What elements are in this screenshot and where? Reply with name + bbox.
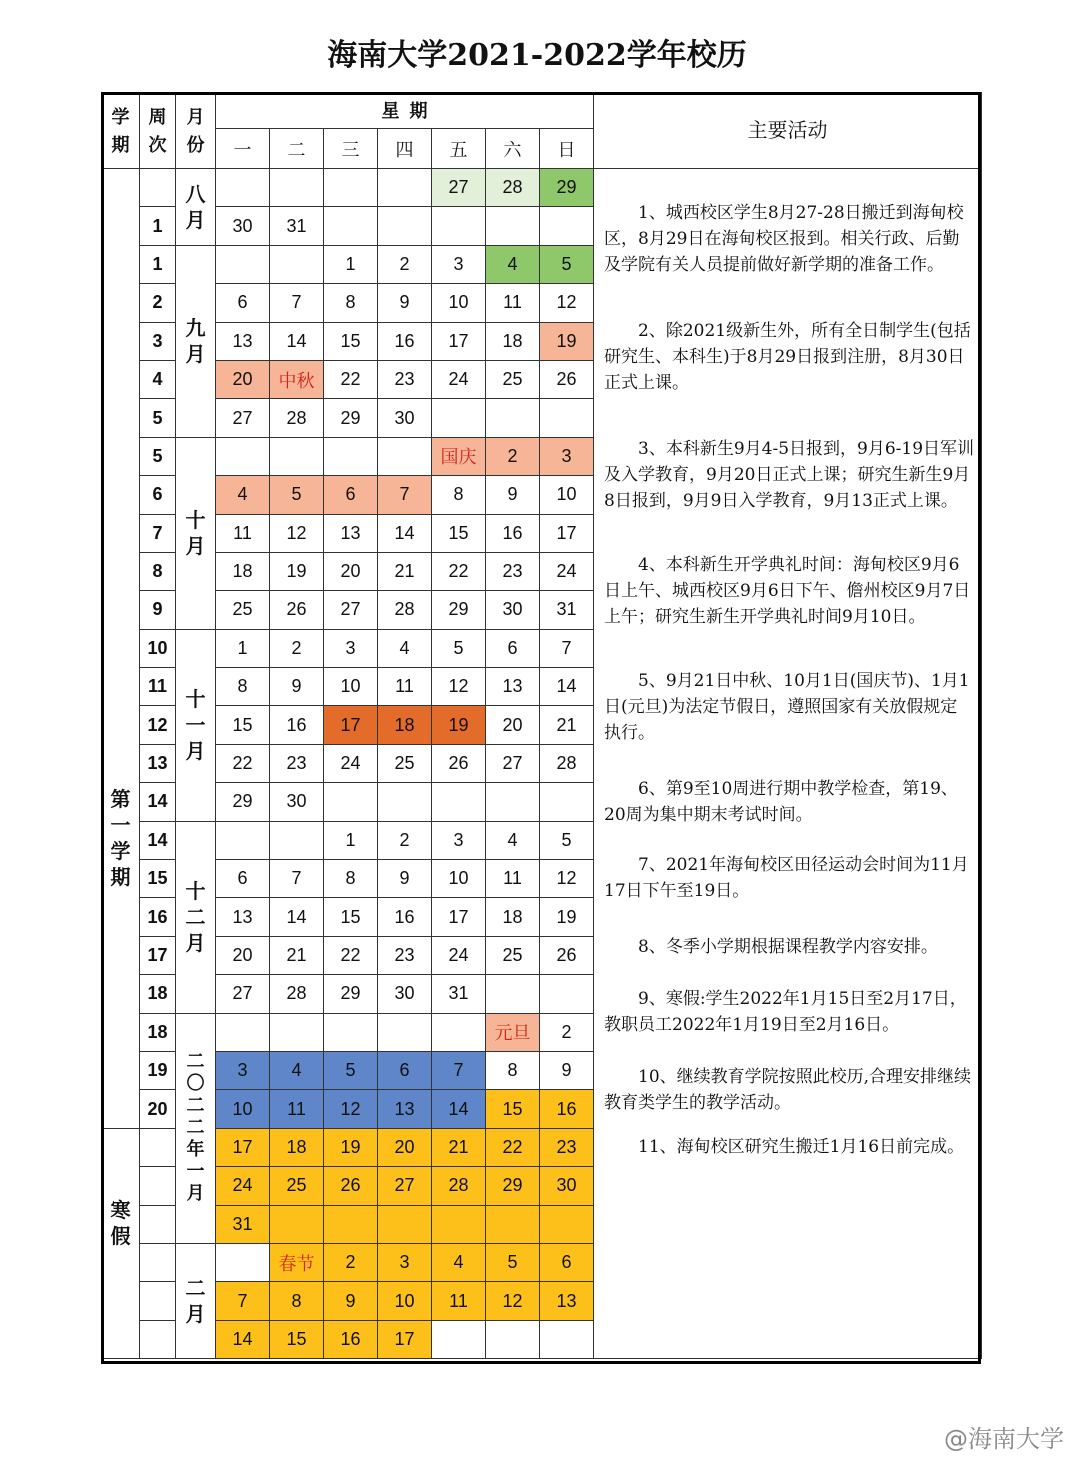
day-cell: 20 — [378, 1128, 432, 1166]
day-cell: 元旦 — [486, 1013, 540, 1051]
day-cell: 14 — [432, 1090, 486, 1128]
day-cell: 26 — [432, 744, 486, 782]
day-cell: 19 — [432, 706, 486, 744]
day-cell: 4 — [216, 476, 270, 514]
header-weekdays-label: 星 期 — [216, 93, 594, 129]
day-cell: 27 — [486, 744, 540, 782]
day-cell: 16 — [270, 706, 324, 744]
day-cell: 8 — [486, 1051, 540, 1089]
day-cell: 15 — [432, 514, 486, 552]
day-cell: 4 — [486, 245, 540, 283]
weekday-header: 日 — [540, 129, 594, 169]
month-label: 九月 — [176, 245, 216, 437]
day-cell: 23 — [540, 1128, 594, 1166]
day-cell: 29 — [324, 975, 378, 1013]
day-cell: 5 — [540, 821, 594, 859]
day-cell: 11 — [270, 1090, 324, 1128]
week-number: 13 — [140, 744, 176, 782]
day-cell: 26 — [270, 591, 324, 629]
weekday-header: 一 — [216, 129, 270, 169]
day-cell: 5 — [270, 476, 324, 514]
day-cell: 18 — [486, 898, 540, 936]
week-number: 10 — [140, 629, 176, 667]
day-cell: 29 — [540, 169, 594, 207]
day-cell: 2 — [378, 245, 432, 283]
term-label: 第一学期 — [102, 169, 140, 1129]
week-number: 7 — [140, 514, 176, 552]
day-cell: 22 — [432, 552, 486, 590]
page-title: 海南大学2021-2022学年校历 — [327, 38, 747, 73]
day-cell: 3 — [432, 821, 486, 859]
week-number: 14 — [140, 821, 176, 859]
day-cell: 3 — [540, 437, 594, 475]
day-cell: 5 — [432, 629, 486, 667]
day-cell: 12 — [270, 514, 324, 552]
week-number: 12 — [140, 706, 176, 744]
day-cell: 8 — [270, 1282, 324, 1320]
day-cell: 23 — [378, 360, 432, 398]
day-cell: 18 — [216, 552, 270, 590]
day-cell: 7 — [216, 1282, 270, 1320]
header-week: 周次 — [140, 93, 176, 169]
day-cell: 24 — [540, 552, 594, 590]
day-cell: 9 — [540, 1051, 594, 1089]
day-cell: 29 — [216, 783, 270, 821]
day-cell: 31 — [216, 1205, 270, 1243]
weekday-header: 六 — [486, 129, 540, 169]
day-cell: 3 — [378, 1243, 432, 1281]
day-cell: 11 — [378, 668, 432, 706]
month-label: 十月 — [176, 437, 216, 629]
day-cell: 12 — [540, 284, 594, 322]
day-cell: 2 — [486, 437, 540, 475]
day-cell: 28 — [270, 975, 324, 1013]
week-number: 2 — [140, 284, 176, 322]
week-number: 5 — [140, 437, 176, 475]
header-month: 月份 — [176, 93, 216, 169]
day-cell: 6 — [378, 1051, 432, 1089]
day-cell: 17 — [540, 514, 594, 552]
week-number: 16 — [140, 898, 176, 936]
day-cell: 6 — [540, 1243, 594, 1281]
day-cell: 8 — [324, 284, 378, 322]
day-cell: 3 — [216, 1051, 270, 1089]
day-cell: 22 — [486, 1128, 540, 1166]
day-cell: 16 — [378, 322, 432, 360]
day-cell: 17 — [324, 706, 378, 744]
day-cell: 7 — [540, 629, 594, 667]
day-cell: 22 — [216, 744, 270, 782]
activity-item: 7、2021年海甸校区田径运动会时间为11月17日下午至19日。 — [604, 855, 969, 901]
day-cell: 21 — [270, 936, 324, 974]
day-cell: 15 — [216, 706, 270, 744]
day-cell: 30 — [270, 783, 324, 821]
day-cell: 14 — [270, 322, 324, 360]
weekday-header: 五 — [432, 129, 486, 169]
day-cell: 11 — [432, 1282, 486, 1320]
day-cell: 10 — [324, 668, 378, 706]
day-cell: 20 — [324, 552, 378, 590]
day-cell: 27 — [324, 591, 378, 629]
day-cell: 25 — [486, 936, 540, 974]
day-cell: 14 — [378, 514, 432, 552]
day-cell: 16 — [324, 1320, 378, 1358]
day-cell: 25 — [486, 360, 540, 398]
day-cell: 27 — [216, 975, 270, 1013]
weekday-header: 三 — [324, 129, 378, 169]
day-cell: 30 — [540, 1167, 594, 1205]
day-cell: 13 — [216, 898, 270, 936]
day-cell: 春节 — [270, 1243, 324, 1281]
day-cell: 25 — [216, 591, 270, 629]
week-number: 15 — [140, 860, 176, 898]
day-cell: 6 — [216, 284, 270, 322]
day-cell: 20 — [216, 936, 270, 974]
day-cell: 28 — [540, 744, 594, 782]
day-cell: 3 — [432, 245, 486, 283]
day-cell: 16 — [378, 898, 432, 936]
day-cell: 17 — [432, 322, 486, 360]
day-cell: 27 — [216, 399, 270, 437]
day-cell: 26 — [324, 1167, 378, 1205]
day-cell: 19 — [540, 898, 594, 936]
day-cell: 9 — [378, 284, 432, 322]
month-label: 八月 — [176, 169, 216, 246]
week-number: 19 — [140, 1051, 176, 1089]
day-cell: 21 — [540, 706, 594, 744]
day-cell: 14 — [216, 1320, 270, 1358]
day-cell: 16 — [486, 514, 540, 552]
header-term: 学期 — [102, 93, 140, 169]
day-cell: 6 — [324, 476, 378, 514]
day-cell: 4 — [432, 1243, 486, 1281]
day-cell: 10 — [432, 284, 486, 322]
day-cell: 14 — [270, 898, 324, 936]
day-cell: 中秋 — [270, 360, 324, 398]
day-cell: 23 — [486, 552, 540, 590]
day-cell: 29 — [486, 1167, 540, 1205]
day-cell: 14 — [540, 668, 594, 706]
day-cell: 7 — [270, 860, 324, 898]
week-number: 18 — [140, 1013, 176, 1051]
day-cell: 15 — [270, 1320, 324, 1358]
month-label: 二〇二二年一月 — [176, 1013, 216, 1243]
activity-item: 4、本科新生开学典礼时间：海甸校区9月6日上午、城西校区9月6日下午、儋州校区9月7日上午；研究生新生开学典礼时间9月10日。 — [604, 555, 971, 627]
week-number: 1 — [140, 245, 176, 283]
day-cell: 12 — [324, 1090, 378, 1128]
month-label: 十二月 — [176, 821, 216, 1013]
day-cell: 18 — [378, 706, 432, 744]
day-cell: 9 — [378, 860, 432, 898]
day-cell: 5 — [324, 1051, 378, 1089]
activity-item: 11、海甸校区研究生搬迁1月16日前完成。 — [638, 1137, 965, 1157]
day-cell: 25 — [270, 1167, 324, 1205]
day-cell: 31 — [432, 975, 486, 1013]
activity-item: 3、本科新生9月4-5日报到，9月6-19日军训及入学教育，9月20日正式上课；研究生新生9月8日报到，9月9日入学教育，9月13正式上课。 — [604, 439, 975, 511]
day-cell: 26 — [540, 936, 594, 974]
week-number: 18 — [140, 975, 176, 1013]
day-cell: 13 — [378, 1090, 432, 1128]
weekday-header: 四 — [378, 129, 432, 169]
day-cell: 31 — [270, 207, 324, 245]
day-cell: 3 — [324, 629, 378, 667]
day-cell: 2 — [324, 1243, 378, 1281]
week-number: 6 — [140, 476, 176, 514]
day-cell: 25 — [378, 744, 432, 782]
day-cell: 1 — [324, 245, 378, 283]
day-cell: 8 — [216, 668, 270, 706]
day-cell: 5 — [486, 1243, 540, 1281]
day-cell: 13 — [324, 514, 378, 552]
month-label: 十一月 — [176, 629, 216, 821]
day-cell: 24 — [324, 744, 378, 782]
day-cell: 7 — [378, 476, 432, 514]
day-cell: 19 — [324, 1128, 378, 1166]
month-label: 二月 — [176, 1243, 216, 1358]
day-cell: 30 — [216, 207, 270, 245]
week-number: 8 — [140, 552, 176, 590]
weekday-header: 二 — [270, 129, 324, 169]
activity-item: 6、第9至10周进行期中教学检查，第19、20周为集中期末考试时间。 — [604, 779, 958, 825]
day-cell: 27 — [432, 169, 486, 207]
week-number: 1 — [140, 207, 176, 245]
day-cell: 10 — [432, 860, 486, 898]
day-cell: 4 — [486, 821, 540, 859]
day-cell: 26 — [540, 360, 594, 398]
day-cell: 13 — [486, 668, 540, 706]
day-cell: 15 — [324, 322, 378, 360]
day-cell: 2 — [378, 821, 432, 859]
day-cell: 13 — [540, 1282, 594, 1320]
day-cell: 20 — [486, 706, 540, 744]
day-cell: 1 — [216, 629, 270, 667]
header-activities: 主要活动 — [594, 93, 982, 169]
day-cell: 12 — [540, 860, 594, 898]
day-cell: 6 — [216, 860, 270, 898]
day-cell: 11 — [486, 284, 540, 322]
day-cell: 24 — [432, 360, 486, 398]
weibo-watermark: @海南大学 — [944, 1425, 1064, 1453]
week-number: 20 — [140, 1090, 176, 1128]
day-cell: 17 — [378, 1320, 432, 1358]
day-cell: 22 — [324, 936, 378, 974]
day-cell: 8 — [324, 860, 378, 898]
activity-item: 9、寒假:学生2022年1月15日至2月17日，教职员工2022年1月19日至2月16日。 — [604, 989, 967, 1035]
day-cell: 21 — [378, 552, 432, 590]
activity-item: 10、继续教育学院按照此校历,合理安排继续教育类学生的教学活动。 — [604, 1067, 972, 1113]
day-cell: 8 — [432, 476, 486, 514]
day-cell: 20 — [216, 360, 270, 398]
week-number: 14 — [140, 783, 176, 821]
day-cell: 19 — [540, 322, 594, 360]
day-cell: 9 — [486, 476, 540, 514]
day-cell: 15 — [324, 898, 378, 936]
day-cell: 30 — [378, 975, 432, 1013]
day-cell: 22 — [324, 360, 378, 398]
day-cell: 28 — [270, 399, 324, 437]
day-cell: 30 — [486, 591, 540, 629]
activity-item: 8、冬季小学期根据课程教学内容安排。 — [638, 937, 938, 957]
day-cell: 17 — [432, 898, 486, 936]
activity-item: 5、9月21日中秋、10月1日(国庆节)、1月1日(元旦)为法定节假日，遵照国家有关放假规定执行。 — [604, 671, 970, 743]
day-cell: 9 — [270, 668, 324, 706]
day-cell: 24 — [216, 1167, 270, 1205]
day-cell: 17 — [216, 1128, 270, 1166]
activities-list — [604, 200, 974, 1160]
day-cell: 5 — [540, 245, 594, 283]
week-number: 11 — [140, 668, 176, 706]
day-cell: 10 — [378, 1282, 432, 1320]
day-cell: 21 — [432, 1128, 486, 1166]
day-cell: 国庆 — [432, 437, 486, 475]
day-cell: 28 — [486, 169, 540, 207]
week-number: 4 — [140, 360, 176, 398]
week-number: 17 — [140, 936, 176, 974]
day-cell: 18 — [486, 322, 540, 360]
day-cell: 23 — [378, 936, 432, 974]
day-cell: 4 — [270, 1051, 324, 1089]
activity-item: 1、城西校区学生8月27-28日搬迁到海甸校区，8月29日在海甸校区报到。相关行政、后勤及学院有关人员提前做好新学期的准备工作。 — [604, 203, 964, 275]
day-cell: 29 — [432, 591, 486, 629]
day-cell: 2 — [270, 629, 324, 667]
day-cell: 28 — [378, 591, 432, 629]
day-cell: 9 — [324, 1282, 378, 1320]
day-cell: 10 — [216, 1090, 270, 1128]
day-cell: 27 — [378, 1167, 432, 1205]
day-cell: 1 — [324, 821, 378, 859]
day-cell: 7 — [270, 284, 324, 322]
day-cell: 15 — [486, 1090, 540, 1128]
day-cell: 4 — [378, 629, 432, 667]
day-cell: 10 — [540, 476, 594, 514]
day-cell: 6 — [486, 629, 540, 667]
day-cell: 12 — [486, 1282, 540, 1320]
day-cell: 31 — [540, 591, 594, 629]
day-cell: 16 — [540, 1090, 594, 1128]
day-cell: 7 — [432, 1051, 486, 1089]
winter-label: 寒假 — [102, 1128, 140, 1358]
week-number: 5 — [140, 399, 176, 437]
day-cell: 23 — [270, 744, 324, 782]
week-number: 3 — [140, 322, 176, 360]
day-cell: 30 — [378, 399, 432, 437]
day-cell: 29 — [324, 399, 378, 437]
week-number: 9 — [140, 591, 176, 629]
activity-item: 2、除2021级新生外，所有全日制学生(包括研究生、本科生)于8月29日报到注册，8月30日正式上课。 — [604, 321, 971, 393]
day-cell: 13 — [216, 322, 270, 360]
day-cell: 19 — [270, 552, 324, 590]
day-cell: 11 — [486, 860, 540, 898]
day-cell: 11 — [216, 514, 270, 552]
day-cell: 24 — [432, 936, 486, 974]
day-cell: 28 — [432, 1167, 486, 1205]
day-cell: 18 — [270, 1128, 324, 1166]
day-cell: 2 — [540, 1013, 594, 1051]
day-cell: 12 — [432, 668, 486, 706]
